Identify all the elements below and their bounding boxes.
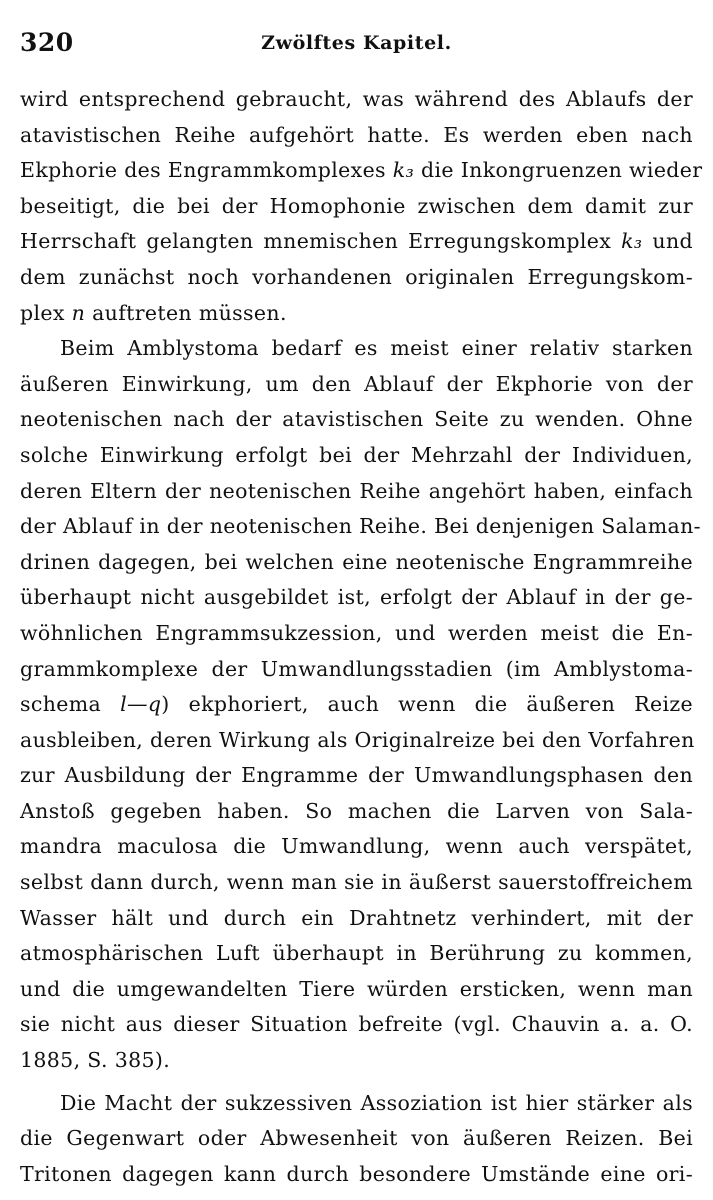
text-segment: sie nicht aus dieser Situation befreite (vgl. Chauvin a. a. O. bbox=[20, 1012, 693, 1037]
text-segment: Anstoß gegeben haben. So machen die Larven von Sala- bbox=[20, 798, 693, 823]
math-variable: k₃ bbox=[392, 158, 415, 183]
text-line bbox=[20, 118, 693, 154]
text-line bbox=[20, 652, 693, 688]
page-number: 320 bbox=[20, 28, 74, 57]
text-segment: Tritonen dagegen kann durch besondere Umstände eine ori- bbox=[20, 1161, 693, 1186]
text-segment: Ekphorie des Engrammkomplexes bbox=[20, 158, 393, 183]
text-segment: der Ablauf in der neotenischen Reihe. Bei denjenigen Salaman- bbox=[20, 514, 701, 539]
paragraph bbox=[20, 82, 703, 331]
text-segment: Wasser hält und durch ein Drahtnetz verhindert, mit der bbox=[20, 905, 693, 930]
paragraph bbox=[20, 331, 701, 1078]
text-line bbox=[20, 367, 693, 403]
text-line bbox=[20, 509, 701, 545]
text-line bbox=[20, 153, 703, 189]
text-segment: die Inkongruenzen wieder bbox=[414, 158, 703, 183]
math-variable: k₃ bbox=[621, 229, 643, 254]
text-line bbox=[20, 82, 693, 118]
text-segment: Beim Amblystoma bedarf es meist einer relativ starken bbox=[60, 336, 693, 361]
text-line bbox=[20, 545, 693, 581]
text-line bbox=[20, 936, 693, 972]
text-segment: und bbox=[642, 229, 693, 254]
text-segment: atavistischen Reihe aufgehört hatte. Es werden eben nach bbox=[20, 122, 693, 147]
math-variable: l—q bbox=[120, 692, 162, 717]
text-line bbox=[20, 1007, 693, 1043]
text-line bbox=[20, 224, 693, 260]
text-line bbox=[20, 794, 693, 830]
text-segment: ) ekphoriert, auch wenn die äußeren Reize bbox=[161, 692, 693, 717]
text-segment: wird entsprechend gebraucht, was während des Ablaufs der bbox=[20, 87, 693, 111]
paragraph bbox=[20, 1086, 693, 1193]
text-line bbox=[20, 1086, 693, 1122]
text-line bbox=[20, 331, 693, 367]
text-line bbox=[20, 616, 693, 652]
text-segment: überhaupt nicht ausgebildet ist, erfolgt der Ablauf in der ge- bbox=[20, 585, 693, 610]
text-line bbox=[20, 687, 693, 723]
text-segment: Herrschaft gelangten mnemischen Erregungskomplex bbox=[20, 229, 622, 254]
text-segment: solche Einwirkung erfolgt bei der Mehrzahl der Individuen, bbox=[20, 442, 693, 467]
text-line bbox=[20, 758, 693, 794]
text-segment: und die umgewandelten Tiere würden ersticken, wenn man bbox=[20, 976, 693, 1001]
text-segment: selbst dann durch, wenn man sie in äußerst sauerstoffreichem bbox=[20, 870, 693, 895]
text-line bbox=[20, 474, 693, 510]
text-segment: deren Eltern der neotenischen Reihe angehört haben, einfach bbox=[20, 478, 693, 503]
text-segment: neotenischen nach der atavistischen Seite zu wenden. Ohne bbox=[20, 407, 693, 432]
running-title: Zwölftes Kapitel. bbox=[261, 32, 452, 54]
math-variable: n bbox=[71, 300, 86, 325]
text-line bbox=[20, 1121, 693, 1157]
text-line bbox=[20, 296, 693, 332]
text-segment: mandra maculosa die Umwandlung, wenn auch verspätet, bbox=[20, 834, 693, 859]
text-line bbox=[20, 901, 693, 937]
text-segment: drinen dagegen, bei welchen eine neotenische Engrammreihe bbox=[20, 549, 693, 574]
text-line bbox=[20, 1157, 693, 1193]
text-segment: 1885, S. 385). bbox=[20, 1048, 171, 1073]
text-segment: plex bbox=[20, 300, 72, 325]
text-line bbox=[20, 402, 693, 438]
text-segment: atmosphärischen Luft überhaupt in Berührung zu kommen, bbox=[20, 941, 693, 966]
text-line bbox=[20, 438, 693, 474]
text-segment: zur Ausbildung der Engramme der Umwandlungsphasen den bbox=[20, 763, 693, 788]
text-line bbox=[20, 723, 693, 759]
text-line bbox=[20, 189, 693, 225]
text-segment: ausbleiben, deren Wirkung als Originalreize bei den Vorfahren bbox=[20, 727, 695, 752]
page-header bbox=[20, 26, 693, 60]
text-segment: grammkomplexe der Umwandlungsstadien (im Amblystoma- bbox=[20, 656, 693, 681]
text-segment: die Gegenwart oder Abwesenheit von äußeren Reizen. Bei bbox=[20, 1126, 693, 1151]
text-line bbox=[20, 1043, 693, 1079]
text-line bbox=[20, 260, 693, 296]
body-text bbox=[20, 82, 703, 1192]
text-line bbox=[20, 580, 693, 616]
text-line bbox=[20, 972, 693, 1008]
text-line bbox=[20, 829, 693, 865]
text-segment: äußeren Einwirkung, um den Ablauf der Ekphorie von der bbox=[20, 371, 693, 396]
text-segment: wöhnlichen Engrammsukzession, und werden meist die En- bbox=[20, 620, 693, 645]
text-segment: dem zunächst noch vorhandenen originalen Erregungskom- bbox=[20, 264, 693, 289]
text-segment: auftreten müssen. bbox=[85, 300, 287, 325]
text-line bbox=[20, 865, 693, 901]
text-segment: beseitigt, die bei der Homophonie zwischen dem damit zur bbox=[20, 193, 693, 218]
text-segment: Die Macht der sukzessiven Assoziation ist hier stärker als bbox=[60, 1090, 693, 1115]
text-segment: schema bbox=[20, 692, 121, 717]
